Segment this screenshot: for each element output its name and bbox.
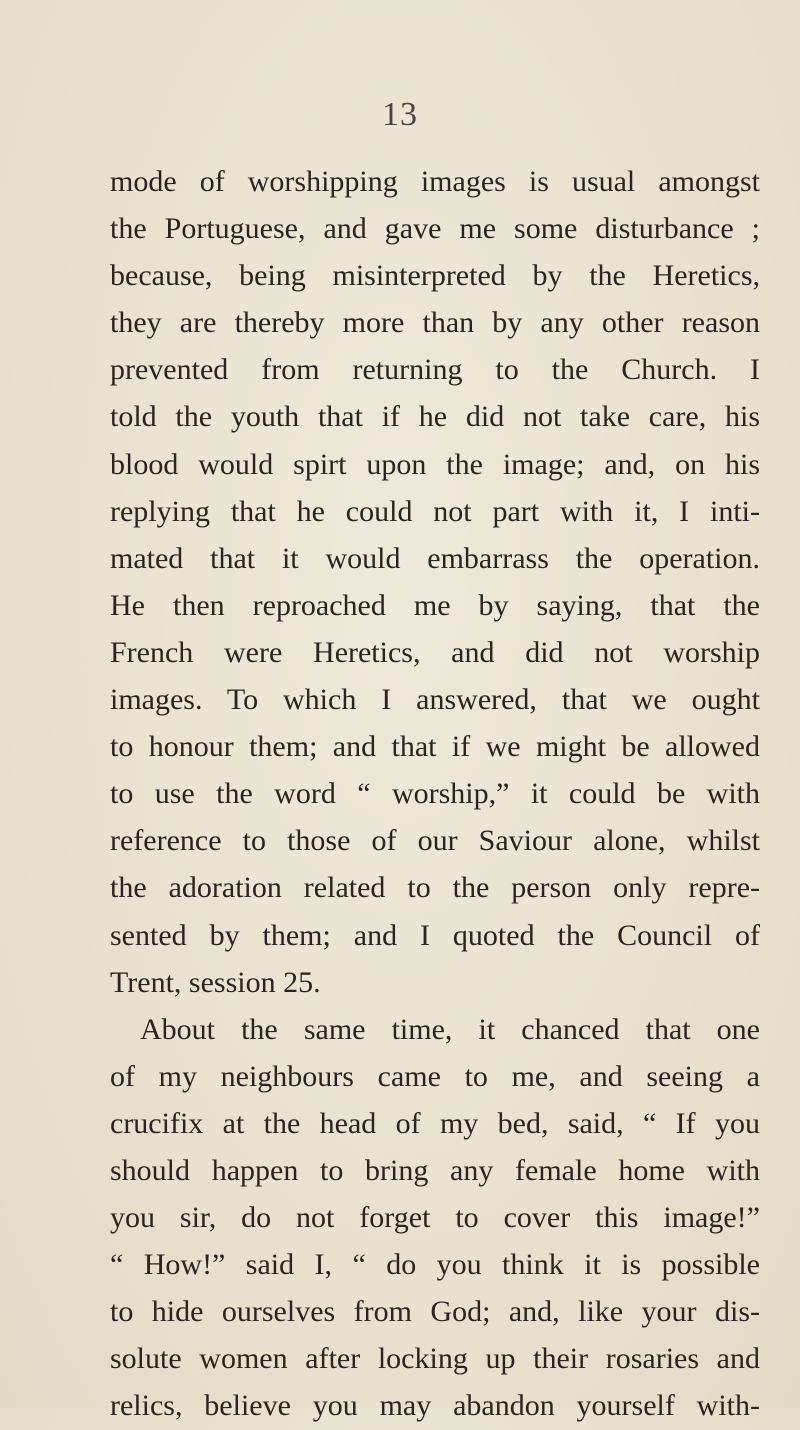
text-line: solute women after locking up their rosaries and [110, 1342, 760, 1376]
text-line: the Portuguese, and gave me some disturbance ; [110, 212, 760, 246]
text-line: to hide ourselves from God; and, like your dis- [110, 1295, 760, 1329]
text-line: sented by them; and I quoted the Council of [110, 918, 760, 952]
text-line: relics, believe you may abandon yourself with- [110, 1389, 760, 1423]
text-line: blood would spirt upon the image; and, on his [110, 447, 760, 481]
text-line: “ How!” said I, “ do you think it is possible [110, 1248, 760, 1282]
text-line: you sir, do not forget to cover this image!” [110, 1201, 760, 1235]
text-line: prevented from returning to the Church. I [110, 353, 760, 387]
text-line: because, being misinterpreted by the Heretics, [110, 259, 760, 293]
body-text [110, 158, 760, 1430]
text-line: of my neighbours came to me, and seeing a [110, 1059, 760, 1093]
text-line: to honour them; and that if we might be allowed [110, 730, 760, 764]
text-line: reference to those of our Saviour alone, whilst [110, 824, 760, 858]
text-line: crucifix at the head of my bed, said, “ If you [110, 1106, 760, 1140]
text-line: replying that he could not part with it, I inti- [110, 494, 760, 528]
text-line: to use the word “ worship,” it could be with [110, 777, 760, 811]
text-line: they are thereby more than by any other reason [110, 306, 760, 340]
text-line: mode of worshipping images is usual amongst [110, 165, 760, 198]
text-line: He then reproached me by saying, that the [110, 588, 760, 622]
text-line: About the same time, it chanced that one [140, 1012, 760, 1046]
text-line: images. To which I answered, that we ought [110, 683, 760, 717]
page-number: 13 [382, 96, 418, 133]
text-line: told the youth that if he did not take care, his [110, 400, 760, 434]
text-line: French were Heretics, and did not worship [110, 635, 760, 669]
text-line: the adoration related to the person only repre- [110, 871, 760, 905]
text-line: mated that it would embarrass the operation. [110, 541, 760, 575]
text-line: Trent, session 25. [110, 965, 321, 999]
text-line: should happen to bring any female home with [110, 1153, 760, 1187]
